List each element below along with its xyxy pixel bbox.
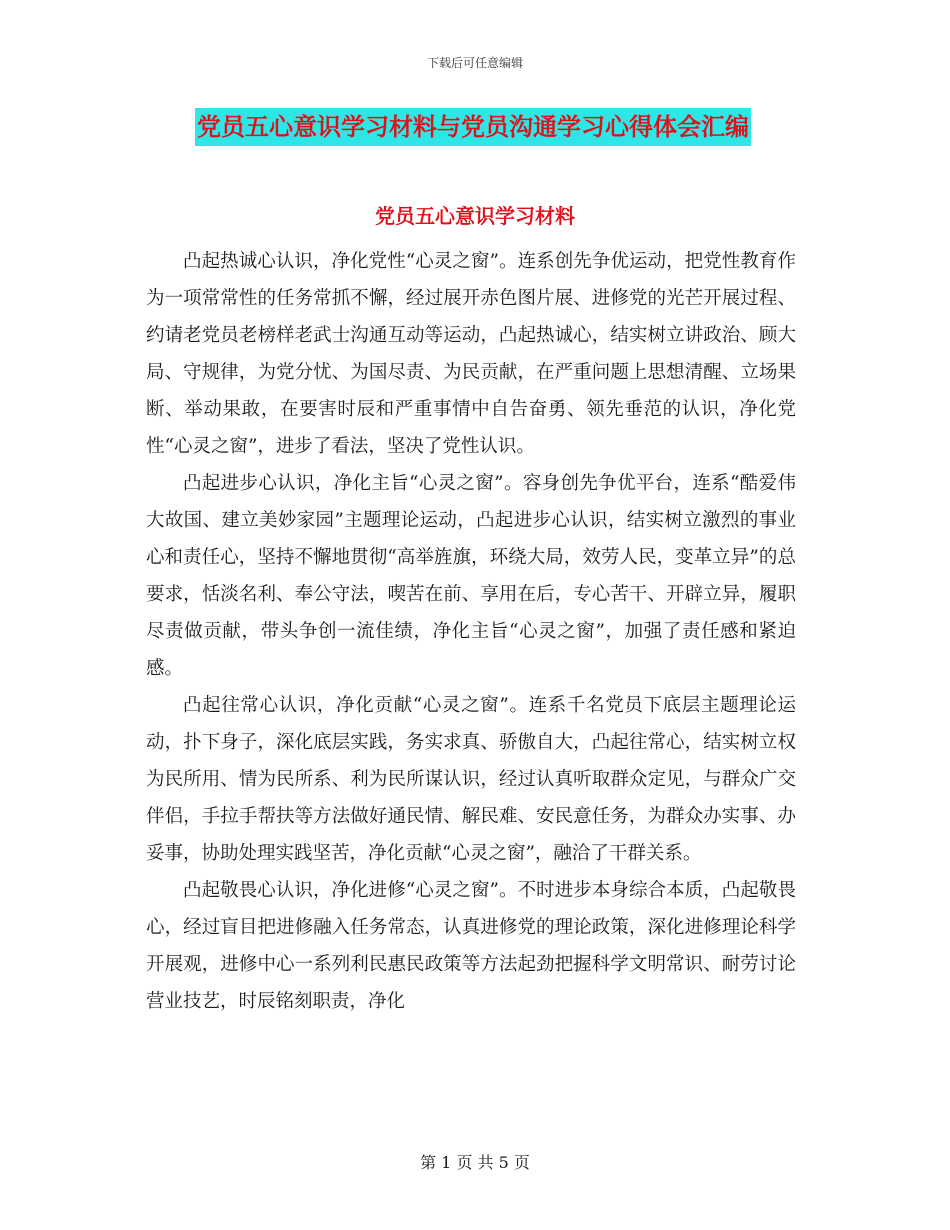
section-title: 党员五心意识学习材料	[375, 204, 575, 228]
paragraph: 凸起进步心认识，净化主旨“心灵之窗”。容身创先争优平台，连系“酷爱伟大故国、建立美妙家园”主题理论运动，凸起进步心认识，结实树立激烈的事业心和责任心，坚持不懈地贯彻“高举旌旗，环绕大局，效劳人民，变革立异”的总要求，恬淡名利、奉公守法，喫苦在前、享用在后，专心苦干、开辟立异，履职尽责做贡献，带头争创一流佳绩，净化主旨“心灵之窗”，加强了责任感和紧迫感。	[146, 473, 796, 679]
paragraph: 凸起热诚心认识，净化党性“心灵之窗”。连系创先争优运动，把党性教育作为一项常常性的任务常抓不懈，经过展开赤色图片展、进修党的光芒开展过程、约请老党员老榜样老武士沟通互动等运动，凸起热诚心，结实树立讲政治、顾大局、守规律，为党分忧、为国尽责、为民贡献，在严重问题上思想清醒、立场果断、举动果敢，在要害时辰和严重事情中自告奋勇、领先垂范的认识，净化党性“心灵之窗”，进步了看法，坚决了党性认识。	[146, 251, 796, 457]
paragraph: 凸起往常心认识，净化贡献“心灵之窗”。连系千名党员下底层主题理论运动，扑下身子，深化底层实践，务实求真、骄傲自大，凸起往常心，结实树立权为民所用、情为民所系、利为民所谋认识，经过认真听取群众定见，与群众广交伴侣，手拉手帮扶等方法做好通民情、解民难、安民意任务，为群众办实事、办妥事，协助处理实践坚苦，净化贡献“心灵之窗”，融洽了干群关系。	[146, 695, 796, 864]
header-note: 下载后可任意编辑	[426, 56, 523, 70]
paragraph: 凸起敬畏心认识，净化进修“心灵之窗”。不时进步本身综合本质，凸起敬畏心，经过盲目把进修融入任务常态，认真进修党的理论政策，深化进修理论科学开展观，进修中心一系列利民惠民政策等方法起劲把握科学文明常识、耐劳讨论营业技艺，时辰铭刻职责，净化	[146, 880, 796, 1012]
body-text	[146, 243, 796, 1020]
main-title: 党员五心意识学习材料与党员沟通学习心得体会汇编	[195, 108, 751, 146]
page-footer: 第 1 页 共 5 页	[420, 1153, 530, 1172]
main-title-wrap	[195, 108, 803, 146]
